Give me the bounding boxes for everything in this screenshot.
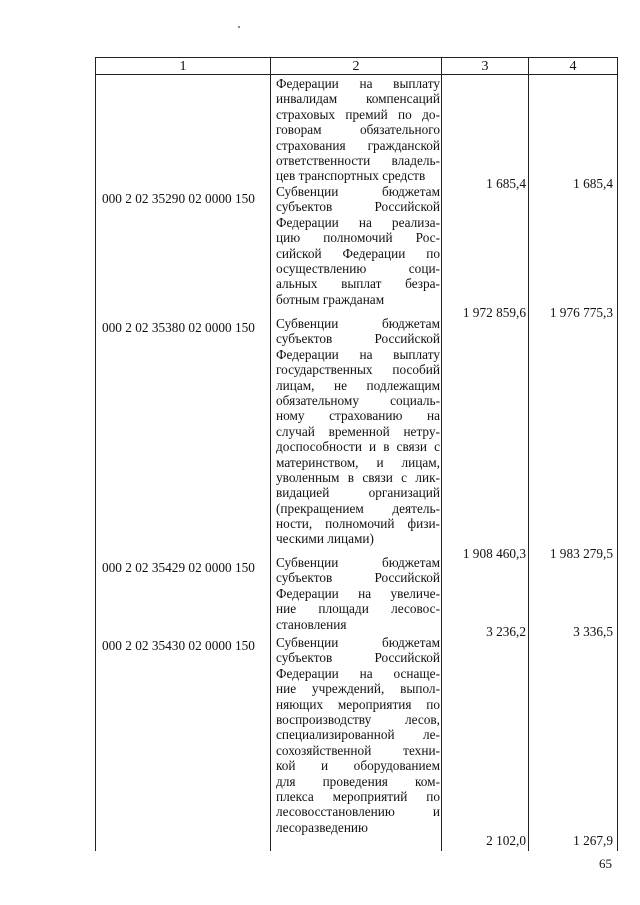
row-description	[276, 76, 440, 184]
description-line: обязательному социаль-	[276, 392, 440, 408]
description-line: субъектов Российской	[276, 650, 440, 666]
description-line: няющих мероприятия по	[276, 696, 440, 712]
description-line: ному страхованию на	[276, 408, 440, 424]
row-value-col3: 1 685,4	[486, 176, 526, 191]
row-code: 000 2 02 35429 02 0000 150	[102, 560, 255, 575]
description-line: становления	[276, 616, 347, 632]
row-code: 000 2 02 35290 02 0000 150	[102, 191, 255, 206]
description-line: государственных пособий	[276, 362, 440, 378]
description-line: кой и оборудованием	[276, 758, 440, 774]
description-line: осуществлению соци-	[276, 260, 440, 276]
description-line: материнством, и лицам,	[276, 454, 440, 470]
description-line: ние площади лесовос-	[276, 601, 440, 617]
description-line: ности, полномочий физи-	[276, 516, 440, 532]
description-line: случай временной нетру-	[276, 423, 440, 439]
description-line: Субвенции бюджетам	[276, 635, 440, 650]
description-line: цию полномочий Рос-	[276, 230, 440, 246]
description-line: Федерации на оснаще-	[276, 665, 440, 681]
description-line: цев транспортных средств	[276, 168, 426, 184]
budget-table	[95, 57, 618, 851]
header-cell-1: 1	[179, 59, 187, 74]
description-line: плекса мероприятий по	[276, 788, 440, 804]
header-cell-2: 2	[352, 59, 360, 74]
description-line: инвалидам компенсаций	[276, 91, 440, 107]
page-number: 65	[599, 856, 612, 871]
row-value-col4: 1 685,4	[573, 176, 613, 191]
description-line: страхования гражданской	[276, 137, 440, 153]
description-line: ботным гражданам	[276, 291, 385, 307]
description-line: видацией организаций	[276, 485, 440, 501]
row-description	[276, 635, 440, 835]
description-line: специализированной ле-	[276, 727, 440, 743]
description-line: субъектов Российской	[276, 331, 440, 347]
row-description	[276, 316, 440, 547]
description-line: альных выплат безра-	[276, 276, 440, 292]
row-value-col3: 1 908 460,3	[462, 546, 526, 561]
row-value-col4: 1 976 775,3	[549, 305, 613, 320]
description-line: уволенным в связи с лик-	[276, 469, 440, 485]
column-divider-1-2	[270, 58, 271, 851]
row-description	[276, 184, 440, 307]
description-line: Федерации на увеличе-	[276, 585, 440, 601]
scan-speck	[238, 26, 240, 28]
description-line: говорам обязательного	[276, 122, 440, 138]
row-value-col3: 2 102,0	[486, 833, 526, 848]
description-line: лесоразведению	[276, 819, 368, 835]
description-line: сийской Федерации по	[276, 245, 440, 261]
description-line: Федерации на реализа-	[276, 214, 440, 230]
description-line: Федерации на выплату	[276, 76, 440, 91]
description-line: субъектов Российской	[276, 199, 440, 215]
row-description	[276, 555, 440, 632]
column-divider-2-3	[441, 58, 442, 851]
description-line: ответственности владель-	[276, 152, 440, 168]
description-line: (прекращением деятель-	[276, 500, 440, 516]
description-line: Субвенции бюджетам	[276, 555, 440, 570]
description-line: субъектов Российской	[276, 570, 440, 586]
description-line: ческими лицами)	[276, 531, 374, 547]
description-line: ние учреждений, выпол-	[276, 681, 440, 697]
description-line: лицам, не подлежащим	[276, 377, 440, 393]
row-value-col3: 3 236,2	[486, 624, 526, 639]
description-line: для проведения ком-	[276, 773, 440, 789]
row-code: 000 2 02 35430 02 0000 150	[102, 638, 255, 653]
description-line: страховых премий по до-	[276, 106, 440, 122]
description-line: воспроизводству лесов,	[276, 711, 440, 727]
description-line: Субвенции бюджетам	[276, 184, 440, 199]
description-line: Федерации на выплату	[276, 346, 440, 362]
header-cell-4: 4	[569, 59, 577, 74]
description-line: доспособности и в связи с	[276, 439, 440, 455]
header-cell-3: 3	[481, 59, 489, 74]
row-value-col3: 1 972 859,6	[462, 305, 526, 320]
column-divider-3-4	[528, 58, 529, 851]
description-line: лесовосстановлению и	[276, 804, 440, 820]
row-value-col4: 1 983 279,5	[549, 546, 613, 561]
row-value-col4: 3 336,5	[573, 624, 613, 639]
description-line: сохозяйственной техни-	[276, 742, 440, 758]
row-code: 000 2 02 35380 02 0000 150	[102, 320, 255, 335]
description-line: Субвенции бюджетам	[276, 316, 440, 331]
row-value-col4: 1 267,9	[573, 833, 613, 848]
